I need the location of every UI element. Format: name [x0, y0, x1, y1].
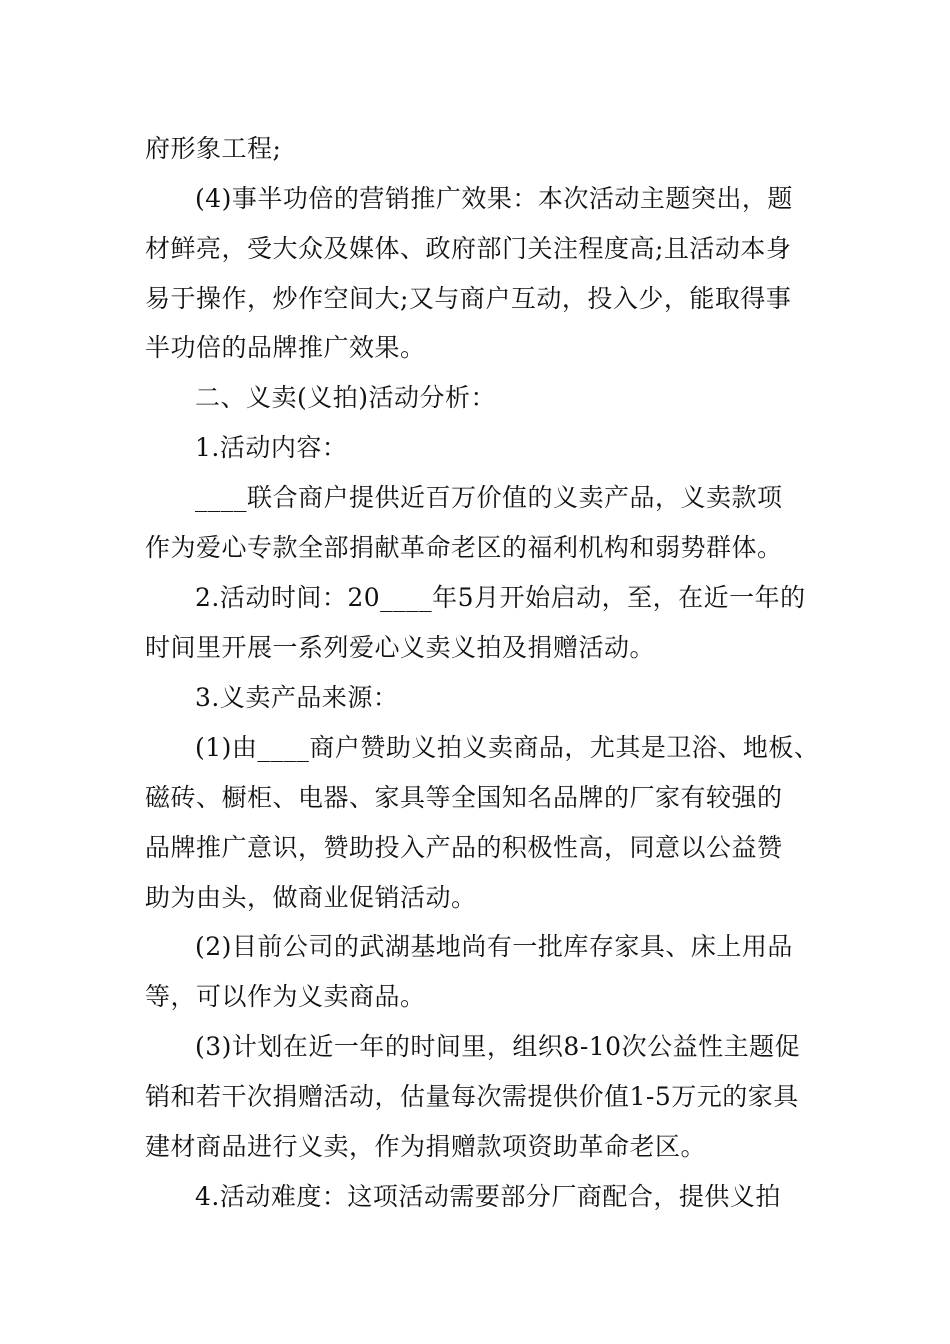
text-line-11: 时间里开展一系列爱心义卖义拍及捐赠活动。: [145, 633, 656, 662]
text-line-9: 作为爱心专款全部捐献革命老区的福利机构和弱势群体。: [145, 533, 783, 562]
text-line-16: 助为由头，做商业促销活动。: [145, 883, 477, 912]
text-line-19: (3)计划在近一年的时间里，组织8-10次公益性主题促: [195, 1032, 801, 1061]
text-line-20: 销和若干次捐赠活动，估量每次需提供价值1-5万元的家具: [145, 1082, 799, 1111]
text-line-13: (1)由____商户赞助义拍义卖商品，尤其是卫浴、地板、: [195, 733, 820, 762]
subheading-product-source: 3.义卖产品来源：: [195, 683, 399, 712]
text-line-5: 半功倍的品牌推广效果。: [145, 333, 426, 362]
text-line-1: 府形象工程;: [145, 134, 282, 163]
text-line-21: 建材商品进行义卖，作为捐赠款项资助革命老区。: [145, 1132, 707, 1161]
text-line-4: 易于操作，炒作空间大;又与商户互动，投入少，能取得事: [145, 284, 792, 313]
text-line-15: 品牌推广意识，赞助投入产品的积极性高，同意以公益赞: [145, 833, 783, 862]
text-line-2: (4)事半功倍的营销推广效果：本次活动主题突出，题: [195, 184, 793, 213]
subheading-activity-difficulty: 4.活动难度：这项活动需要部分厂商配合，提供义拍: [195, 1182, 781, 1211]
section-heading-2: 二、义卖(义拍)活动分析：: [195, 383, 497, 412]
text-line-3: 材鲜亮，受大众及媒体、政府部门关注程度高;且活动本身: [145, 234, 792, 263]
subheading-activity-content: 1.活动内容：: [195, 433, 348, 462]
text-line-18: 等，可以作为义卖商品。: [145, 982, 426, 1011]
text-line-14: 磁砖、橱柜、电器、家具等全国知名品牌的厂家有较强的: [145, 783, 783, 812]
text-line-8: ____联合商户提供近百万价值的义卖产品，义卖款项: [195, 483, 783, 512]
subheading-activity-time: 2.活动时间：20____年5月开始启动，至，在近一年的: [195, 583, 806, 612]
text-line-17: (2)目前公司的武湖基地尚有一批库存家具、床上用品: [195, 932, 793, 961]
